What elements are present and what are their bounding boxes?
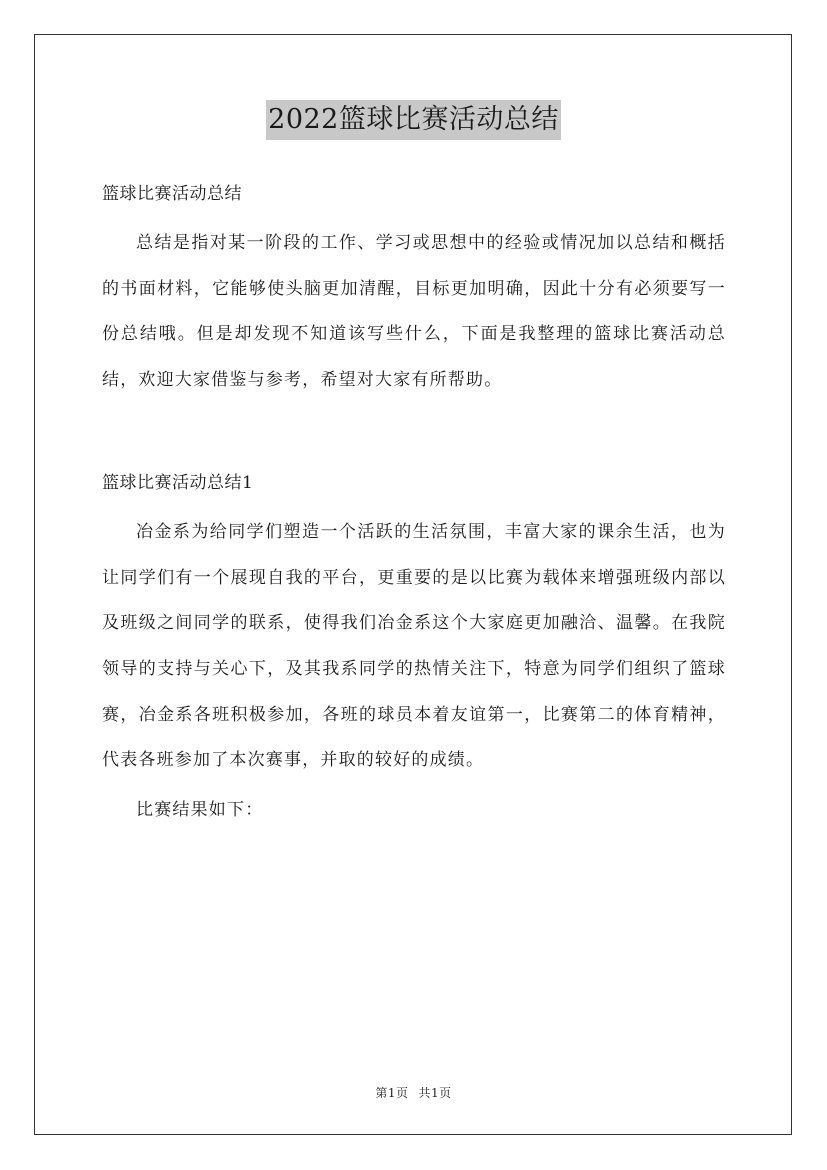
page-number-total: 共1页 [418,1086,452,1100]
title-container [0,100,827,140]
document-body [102,175,726,834]
document-subtitle: 篮球比赛活动总结 [102,184,242,204]
document-title: 2022篮球比赛活动总结 [266,100,561,140]
page-footer [0,1084,827,1101]
results-label: 比赛结果如下： [136,800,264,821]
section-heading: 篮球比赛活动总结1 [102,472,254,493]
page-number-current: 第1页 [375,1086,409,1100]
intro-paragraph: 总结是指对某一阶段的工作、学习或思想中的经验或情况加以总结和概括的书面材料，它能够使头脑更加清醒，目标更加明确，因此十分有必须要写一份总结哦。但是却发现不知道该写些什么，下面是我整理的篮球比赛活动总结，欢迎大家借鉴与参考，希望对大家有所帮助。 [102,233,726,391]
section-paragraph: 冶金系为给同学们塑造一个活跃的生活氛围，丰富大家的课余生活，也为让同学们有一个展现自我的平台，更重要的是以比赛为载体来增强班级内部以及班级之间同学的联系，使得我们冶金系这个大家庭更加融洽、温馨。在我院领导的支持与关心下，及其我系同学的热情关注下，特意为同学们组织了篮球赛，冶金系各班积极参加，各班的球员本着友谊第一，比赛第二的体育精神，代表各班参加了本次赛事，并取的较好的成绩。 [102,521,726,771]
